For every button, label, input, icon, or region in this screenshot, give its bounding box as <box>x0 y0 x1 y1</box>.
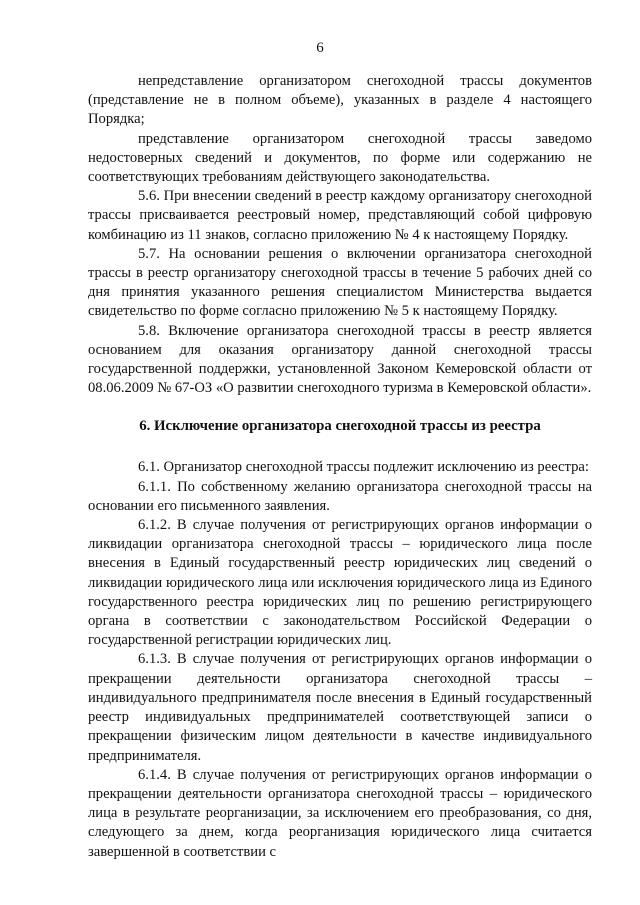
paragraph-6-1-4: 6.1.4. В случае получения от регистрирующих органов информации о прекращении деятельности организатора снегоходной трассы – юридического лица в результате реорганизации, за исключением его преобразования, со дня, следующего за днем, когда реорганизация юридического лица считается завершенной в соответствии с <box>88 766 592 860</box>
paragraph-6-1-2: 6.1.2. В случае получения от регистрирующих органов информации о ликвидации организатора снегоходной трассы – юридического лица после внесения в Единый государственный реестр юридических лиц сведений о ликвидации юридического лица или исключения юридического лица из Единого государственного реестра юридических лиц по решению регистрирующего органа в соответствии с законодательством Российской Федерации о государственной регистрации юридических лиц. <box>88 517 592 649</box>
paragraph-6-1-1: 6.1.1. По собственному желанию организатора снегоходной трассы на основании его письменного заявления. <box>88 478 592 514</box>
paragraph-false-info: представление организатором снегоходной трассы заведомо недостоверных сведений и документов, по форме или содержанию не соответствующих требованиям действующего законодательства. <box>88 130 592 186</box>
section-heading: 6. Исключение организатора снегоходной трассы из реестра <box>139 418 541 435</box>
paragraph-nonsubmission: непредставление организатором снегоходной трассы документов (представление не в полном объеме), указанных в разделе 4 настоящего Порядка; <box>88 73 592 128</box>
paragraph-5-8: 5.8. Включение организатора снегоходной трассы в реестр является основанием для оказания организатору данной снегоходной трассы государственной поддержки, установленной Законом Кемеровской области от 08.06.2009 № 67-ОЗ «О развитии снегоходного туризма в Кемеровской области». <box>88 322 592 397</box>
paragraph-5-7: 5.7. На основании решения о включении организатора снегоходной трассы в реестр организатору снегоходной трассы в течение 5 рабочих дней со дня принятия указанного решения специалистом Министерства выдается свидетельство по форме согласно приложению № 5 к настоящему Порядку. <box>88 245 592 320</box>
paragraph-6-1-3: 6.1.3. В случае получения от регистрирующих органов информации о прекращении деятельности организатора снегоходной трассы – индивидуального предпринимателя после внесения в Единый государственный реестр индивидуальных предпринимателей соответствующей записи о прекращении физическим лицом деятельности в качестве индивидуального предпринимателя. <box>88 651 592 764</box>
page-number: 6 <box>316 40 324 56</box>
paragraph-6-1: 6.1. Организатор снегоходной трассы подлежит исключению из реестра: <box>138 459 589 476</box>
paragraph-5-6: 5.6. При внесении сведений в реестр каждому организатору снегоходной трассы присваивается реестровый номер, представляющий собой цифровую комбинацию из 11 знаков, согласно приложению № 4 к настоящему Порядку. <box>88 188 592 243</box>
document-body <box>88 72 592 862</box>
